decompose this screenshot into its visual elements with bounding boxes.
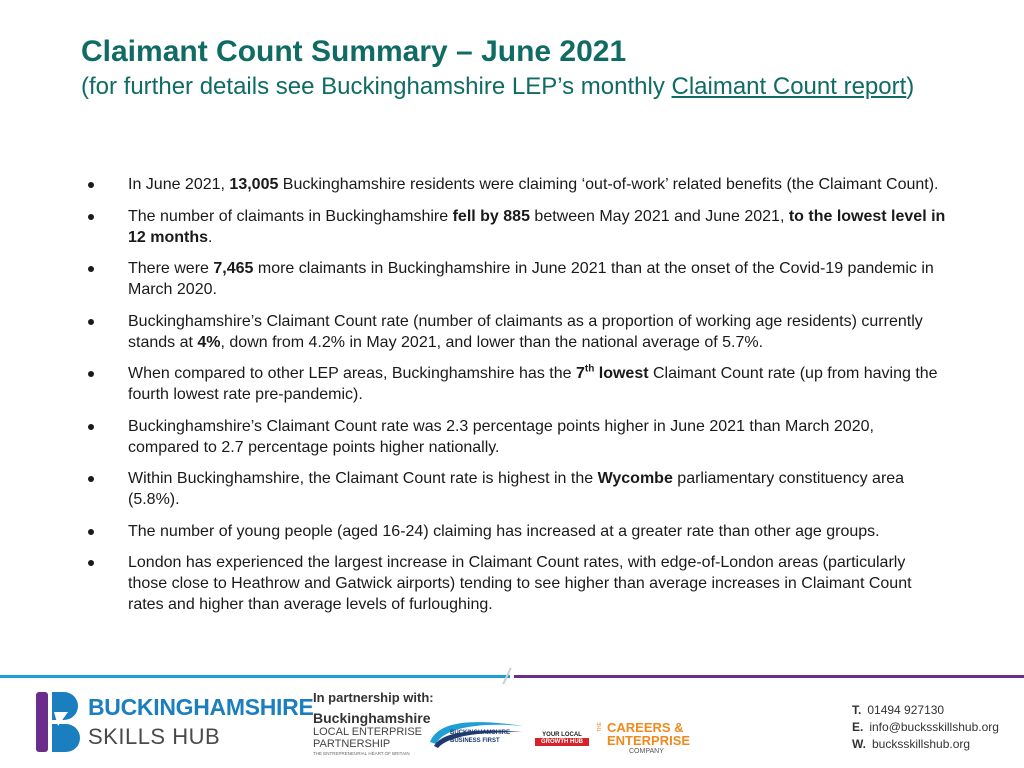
bullet-text-bold: fell by 885: [452, 207, 530, 225]
contact-email: [852, 719, 999, 736]
bullet-text-bold: to the lowest level in 12 months: [128, 207, 946, 246]
skills-hub-name-line1: BUCKINGHAMSHIRE: [88, 694, 314, 720]
bullet-dot-icon: [88, 529, 94, 535]
website-value[interactable]: bucksskillshub.org: [872, 737, 971, 751]
bullet-text-bold: th: [584, 363, 595, 375]
bullet-text: Buckinghamshire’s Claimant Count rate was 2.3 percentage points higher in June 2021 than March 2020, compared to 2.7 percentage points higher nationally.: [128, 417, 874, 456]
business-first-logo: [428, 716, 526, 752]
summary-bullet: [88, 311, 948, 353]
phone-value: 01494 927130: [867, 703, 945, 717]
footer-divider-blue: [0, 675, 510, 678]
lep-name: Buckinghamshire: [313, 710, 431, 726]
bullet-dot-icon: [88, 214, 94, 220]
summary-bullet: [88, 363, 948, 405]
skills-hub-logo: [34, 690, 314, 754]
summary-bullet: [88, 206, 948, 248]
skills-hub-name-line2: SKILLS HUB: [88, 724, 221, 749]
bullet-text: The number of claimants in Buckinghamshire: [128, 207, 453, 225]
bullet-text-bold: 4%: [197, 333, 221, 351]
bullet-text: In June 2021,: [128, 176, 230, 193]
bullet-text: London has experienced the largest increase in Claimant Count rates, with edge-of-London areas (particularly those close to Heathrow and Gatwick airports) tending to see higher than average increases in Claimant Count rates and higher than average levels of furloughing.: [128, 554, 912, 613]
summary-bullet: [88, 521, 948, 542]
partnership-label: In partnership with:: [313, 690, 434, 705]
bullet-dot-icon: [88, 424, 94, 430]
bullet-dot-icon: [88, 476, 94, 482]
phone-key: T.: [852, 703, 862, 717]
growth-hub-logo: [535, 732, 589, 746]
bullet-text: Buckinghamshire’s Claimant Count rate (number of claimants as a proportion of working age residents) currently stands at: [128, 312, 923, 351]
contact-phone: [852, 702, 999, 719]
bullet-text: The number of young people (aged 16-24) claiming has increased at a greater rate than other age groups.: [128, 522, 880, 540]
bullet-dot-icon: [88, 371, 94, 377]
business-first-line2: BUSINESS FIRST: [450, 738, 500, 744]
bullet-dot-icon: [88, 182, 94, 188]
footer-divider: [0, 673, 1024, 679]
growth-hub-line2: GROWTH HUB: [535, 738, 589, 746]
careers-enterprise-logo: [597, 720, 691, 758]
bullet-text: Buckinghamshire residents were claiming ‘out-of-work’ related benefits (the Claimant Count).: [278, 176, 939, 193]
cec-side-text: THE: [597, 722, 603, 732]
website-key: W.: [852, 737, 866, 751]
subtitle-prefix: (for further details see Buckinghamshire LEP’s monthly: [81, 73, 672, 100]
bullet-dot-icon: [88, 319, 94, 325]
growth-hub-line1: YOUR LOCAL: [542, 732, 582, 738]
bullet-dot-icon: [88, 266, 94, 272]
bullet-text-bold: 7,465: [213, 260, 254, 277]
bullet-dot-icon: [88, 560, 94, 566]
bullet-text: When compared to other LEP areas, Buckinghamshire has the: [128, 365, 576, 382]
summary-bullet: [88, 258, 948, 300]
lep-line3: PARTNERSHIP: [313, 738, 391, 750]
cec-line1: CAREERS &: [607, 720, 684, 735]
summary-bullet: [88, 416, 948, 458]
subtitle-suffix: ): [906, 73, 915, 100]
summary-bullet: [88, 468, 948, 510]
bullet-text: Claimant Count rate (up from having the fourth lowest rate pre-pandemic).: [128, 365, 938, 403]
claimant-count-report-link[interactable]: Claimant Count report: [671, 73, 907, 100]
title-block: [81, 36, 961, 102]
bullet-text: more claimants in Buckinghamshire in June 2021 than at the onset of the Covid-19 pandemic in March 2020.: [128, 260, 934, 298]
bullet-text: parliamentary constituency area (5.8%).: [128, 470, 905, 508]
lep-tagline: THE ENTREPRENEURIAL HEART OF BRITAIN: [313, 751, 410, 756]
bullet-text: between May 2021 and June 2021,: [529, 207, 789, 225]
page-title: Claimant Count Summary – June 2021: [81, 35, 627, 68]
bullet-text: Within Buckinghamshire, the Claimant Count rate is highest in the: [128, 470, 598, 487]
footer-divider-purple: [514, 675, 1024, 678]
email-key: E.: [852, 720, 864, 734]
bullet-text: There were: [128, 260, 214, 277]
contact-website: [852, 736, 999, 753]
business-first-line1: BUCKINGHAMSHIRE: [450, 730, 510, 736]
bullet-text-bold: Wycombe: [597, 470, 673, 487]
lep-line2: LOCAL ENTERPRISE: [313, 726, 423, 738]
bullet-text-bold: 7: [575, 365, 585, 382]
bullet-text: , down from 4.2% in May 2021, and lower than the national average of 5.7%.: [220, 333, 764, 351]
lep-partnership-logo: [313, 690, 434, 756]
page-subtitle: [81, 72, 961, 102]
cec-line3: COMPANY: [629, 748, 664, 755]
skills-hub-logo-mark: [34, 690, 80, 754]
bullet-text: .: [208, 228, 213, 246]
bullet-text-bold: 13,005: [229, 176, 279, 193]
summary-bullet: [88, 552, 948, 615]
email-value[interactable]: info@bucksskillshub.org: [869, 720, 999, 734]
summary-bullet-list: [88, 174, 948, 626]
summary-bullet: [88, 174, 948, 195]
contact-details: [852, 702, 999, 753]
cec-line2: ENTERPRISE: [607, 733, 691, 748]
bullet-text-bold: lowest: [594, 365, 649, 382]
